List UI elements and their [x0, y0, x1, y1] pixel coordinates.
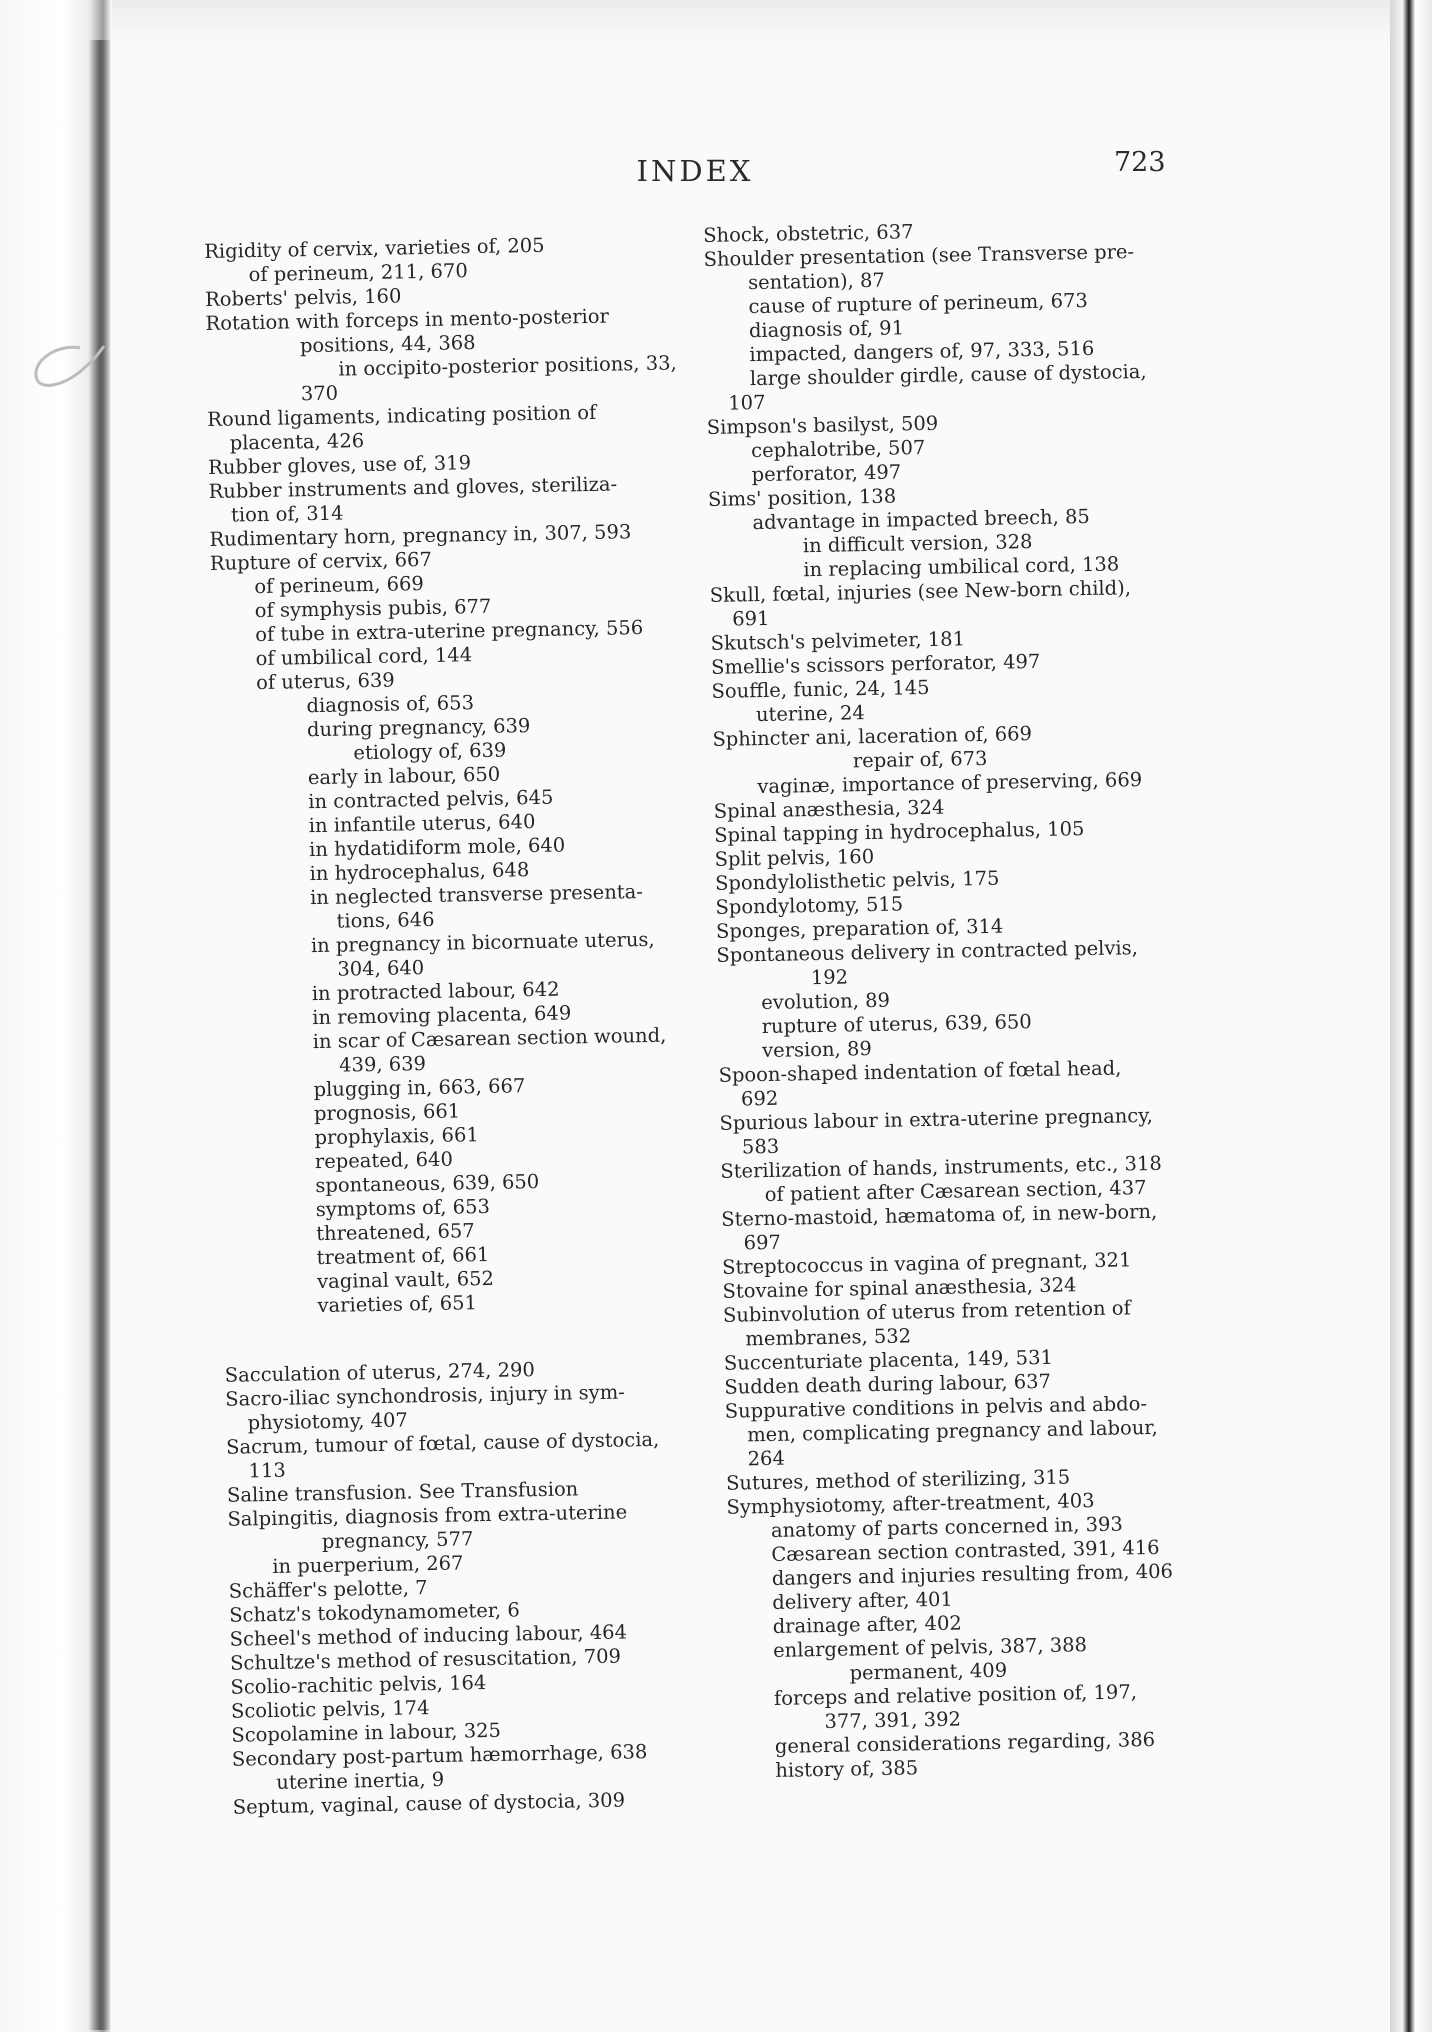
- index-entry: in protracted labour, 642: [311, 977, 560, 1006]
- index-entry: Spinal tapping in hydrocephalus, 105: [713, 817, 1085, 847]
- index-entry: history of, 385: [775, 1756, 919, 1782]
- index-entry: tions, 646: [336, 907, 435, 933]
- index-entry: Sterno-mastoid, hæmatoma of, in new-born,: [721, 1199, 1158, 1231]
- index-entry: tion of, 314: [230, 501, 344, 527]
- index-entry: 107: [728, 390, 766, 415]
- index-entry: perforator, 497: [751, 460, 902, 487]
- index-entry: dangers and injuries resulting from, 406: [771, 1559, 1174, 1590]
- index-entry: Streptococcus in vagina of pregnant, 321: [721, 1248, 1132, 1279]
- index-entry: in occipito-posterior positions, 33,: [338, 351, 677, 381]
- index-entry: Spondylolisthetic pelvis, 175: [714, 866, 1000, 895]
- index-entry: Schultze's method of resuscitation, 709: [229, 1644, 622, 1675]
- page-top-shadow: [112, 0, 1392, 44]
- index-entry: Rubber gloves, use of, 319: [207, 451, 472, 479]
- index-entry: 304, 640: [337, 956, 425, 981]
- index-entry: 583: [741, 1134, 780, 1159]
- index-entry: Salpingitis, diagnosis from extra-uterine: [227, 1500, 628, 1531]
- index-entry: in replacing umbilical cord, 138: [803, 552, 1120, 582]
- index-entry: Cæsarean section contrasted, 391, 416: [771, 1535, 1160, 1566]
- index-entry: in pregnancy in bicornuate uterus,: [310, 927, 655, 958]
- index-entry: of symphysis pubis, 677: [254, 594, 492, 623]
- index-entry: prophylaxis, 661: [314, 1123, 479, 1150]
- page-edge-right: [1390, 0, 1432, 2032]
- index-entry: 439, 639: [338, 1052, 427, 1077]
- index-entry: Secondary post-partum hæmorrhage, 638: [231, 1740, 648, 1771]
- index-entry: Simpson's basilyst, 509: [706, 411, 939, 439]
- index-entry: forceps and relative position of, 197,: [773, 1680, 1138, 1710]
- index-entry: Schatz's tokodynamometer, 6: [228, 1598, 520, 1627]
- index-entry: Spurious labour in extra-uterine pregnancy,: [719, 1103, 1154, 1135]
- index-entry: Rubber instruments and gloves, steriliza-: [208, 472, 618, 503]
- index-entry: cause of rupture of perineum, 673: [748, 288, 1089, 319]
- index-entry: drainage after, 402: [772, 1611, 962, 1638]
- index-entry: in difficult version, 328: [802, 530, 1033, 558]
- index-entry: Stovaine for spinal anæsthesia, 324: [722, 1273, 1077, 1303]
- index-entry: impacted, dangers of, 97, 333, 516: [749, 336, 1095, 367]
- index-entry: Scoliotic pelvis, 174: [230, 1696, 430, 1723]
- index-entry: Sphincter ani, laceration of, 669: [712, 722, 1033, 751]
- index-entry: in hydrocephalus, 648: [309, 858, 530, 886]
- index-entry: Sacculation of uterus, 274, 290: [224, 1358, 535, 1387]
- index-entry: repeated, 640: [314, 1147, 454, 1174]
- index-entry: symptoms of, 653: [315, 1194, 491, 1222]
- index-entry: placenta, 426: [229, 429, 365, 455]
- index-entry: Smellie's scissors perforator, 497: [710, 649, 1041, 679]
- index-entry: of uterus, 639: [255, 668, 395, 695]
- index-entry: sentation), 87: [747, 268, 886, 295]
- index-entry: rupture of uterus, 639, 650: [761, 1010, 1032, 1039]
- index-entry: Sacro-iliac synchondrosis, injury in sym-: [225, 1380, 626, 1411]
- index-entry: Rudimentary horn, pregnancy in, 307, 593: [209, 520, 632, 551]
- page-number: 723: [1114, 147, 1166, 178]
- index-entry: uterine, 24: [755, 701, 866, 727]
- index-entry: Septum, vaginal, cause of dystocia, 309: [232, 1788, 626, 1819]
- book-gutter-shadow: [88, 40, 110, 2030]
- index-entry: Spondylotomy, 515: [715, 892, 904, 919]
- index-entry: Suppurative conditions in pelvis and abdo-: [724, 1392, 1148, 1423]
- index-entry: Scolio-rachitic pelvis, 164: [230, 1671, 487, 1699]
- index-column-left: [204, 231, 733, 1820]
- index-entry: in removing placenta, 649: [312, 1001, 572, 1030]
- index-entry: positions, 44, 368: [299, 331, 476, 358]
- index-entry: diagnosis of, 91: [748, 316, 905, 343]
- pencil-mark-icon: [20, 340, 110, 400]
- index-entry: 691: [732, 606, 770, 631]
- index-entry: Roberts' pelvis, 160: [204, 284, 402, 311]
- index-entry: 264: [747, 1446, 786, 1471]
- index-entry: cephalotribe, 507: [750, 435, 926, 463]
- index-entry: vaginæ, importance of preserving, 669: [757, 768, 1143, 799]
- page-title: INDEX: [636, 154, 754, 188]
- index-entry: enlargement of pelvis, 387, 388: [772, 1633, 1088, 1662]
- index-entry: 370: [300, 381, 339, 406]
- index-entry: Schäffer's pelotte, 7: [228, 1576, 428, 1603]
- index-entry: Spontaneous delivery in contracted pelvis,: [716, 936, 1139, 967]
- index-entry: of tube in extra-uterine pregnancy, 556: [255, 616, 644, 647]
- index-entry: Sponges, preparation of, 314: [715, 914, 1004, 943]
- index-entry: Saline transfusion. See Transfusion: [226, 1477, 579, 1507]
- index-entry: 697: [743, 1230, 782, 1255]
- index-entry: of patient after Cæsarean section, 437: [764, 1176, 1147, 1207]
- index-entry: uterine inertia, 9: [276, 1767, 445, 1794]
- index-entry: evolution, 89: [761, 988, 891, 1015]
- index-entry: 377, 391, 392: [824, 1707, 962, 1734]
- index-entry: of umbilical cord, 144: [255, 643, 473, 671]
- index-entry: Scopolamine in labour, 325: [231, 1718, 502, 1747]
- index-entry: in puerperium, 267: [272, 1551, 464, 1578]
- index-entry: Rupture of cervix, 667: [209, 547, 433, 575]
- index-entry: in scar of Cæsarean section wound,: [312, 1023, 667, 1054]
- index-entry: Rotation with forceps in mento-posterior: [205, 304, 610, 335]
- index-entry: version, 89: [761, 1037, 872, 1063]
- index-entry: 692: [740, 1086, 779, 1111]
- index-entry: Sacrum, tumour of fœtal, cause of dystocia,: [225, 1427, 660, 1459]
- index-entry: threatened, 657: [316, 1219, 475, 1246]
- index-entry: 192: [810, 965, 849, 990]
- index-entry: repair of, 673: [852, 746, 988, 773]
- index-entry: varieties of, 651: [317, 1291, 478, 1318]
- index-entry: large shoulder girdle, cause of dystocia,: [749, 359, 1147, 391]
- index-entry: Souffle, funic, 24, 145: [711, 675, 930, 703]
- index-entry: Split pelvis, 160: [714, 844, 875, 871]
- index-entry: in neglected transverse presenta-: [309, 880, 644, 910]
- index-entry: in infantile uterus, 640: [308, 810, 536, 838]
- index-entry: Round ligaments, indicating position of: [207, 400, 597, 431]
- index-entry: delivery after, 401: [772, 1587, 954, 1614]
- index-entry: in contracted pelvis, 645: [308, 785, 554, 814]
- index-entry: membranes, 532: [745, 1324, 912, 1351]
- index-column-right: [703, 215, 1228, 1784]
- index-entry: Skutsch's pelvimeter, 181: [710, 627, 966, 655]
- index-entry: of perineum, 211, 670: [248, 259, 468, 287]
- index-entry: treatment of, 661: [316, 1242, 490, 1270]
- index-entry: Symphysiotomy, after-treatment, 403: [726, 1489, 1095, 1519]
- index-entry: in hydatidiform mole, 640: [308, 833, 566, 862]
- index-entry: advantage in impacted breech, 85: [752, 504, 1091, 535]
- index-entry: Shoulder presentation (see Transverse pre-: [703, 240, 1135, 271]
- index-entry: permanent, 409: [849, 1658, 1008, 1685]
- index-entry: of perineum, 669: [254, 572, 425, 599]
- index-entry: anatomy of parts concerned in, 393: [770, 1512, 1124, 1542]
- index-entry: spontaneous, 639, 650: [315, 1170, 540, 1198]
- index-entry: Sims' position, 138: [707, 484, 897, 511]
- index-entry: Succenturiate placenta, 149, 531: [723, 1345, 1054, 1375]
- index-entry: Rigidity of cervix, varieties of, 205: [204, 233, 545, 263]
- index-entry: general considerations regarding, 386: [774, 1727, 1156, 1758]
- index-entry: Sutures, method of sterilizing, 315: [725, 1465, 1071, 1495]
- index-entry: plugging in, 663, 667: [313, 1074, 526, 1102]
- index-entry: physiotomy, 407: [247, 1408, 409, 1435]
- index-entry: early in labour, 650: [307, 762, 501, 790]
- index-entry: Shock, obstetric, 637: [703, 220, 914, 247]
- index-entry: etiology of, 639: [353, 738, 507, 765]
- index-entry: men, complicating pregnancy and labour,: [746, 1415, 1158, 1447]
- index-entry: Subinvolution of uterus from retention of: [722, 1296, 1131, 1327]
- index-entry: Sterilization of hands, instruments, etc., 318: [720, 1151, 1162, 1183]
- index-entry: pregnancy, 577: [321, 1527, 474, 1554]
- index-entry: Scheel's method of inducing labour, 464: [229, 1620, 628, 1651]
- index-entry: Skull, fœtal, injuries (see New-born child),: [709, 576, 1132, 607]
- index-entry: prognosis, 661: [313, 1099, 461, 1126]
- index-entry: Sudden death during labour, 637: [724, 1369, 1052, 1399]
- index-entry: Spoon-shaped indentation of fœtal head,: [718, 1056, 1122, 1087]
- index-entry: during pregnancy, 639: [306, 714, 531, 742]
- index-entry: diagnosis of, 653: [306, 691, 475, 718]
- index-entry: 113: [248, 1458, 287, 1483]
- index-entry: vaginal vault, 652: [316, 1266, 495, 1294]
- index-entry: Spinal anæsthesia, 324: [713, 795, 945, 823]
